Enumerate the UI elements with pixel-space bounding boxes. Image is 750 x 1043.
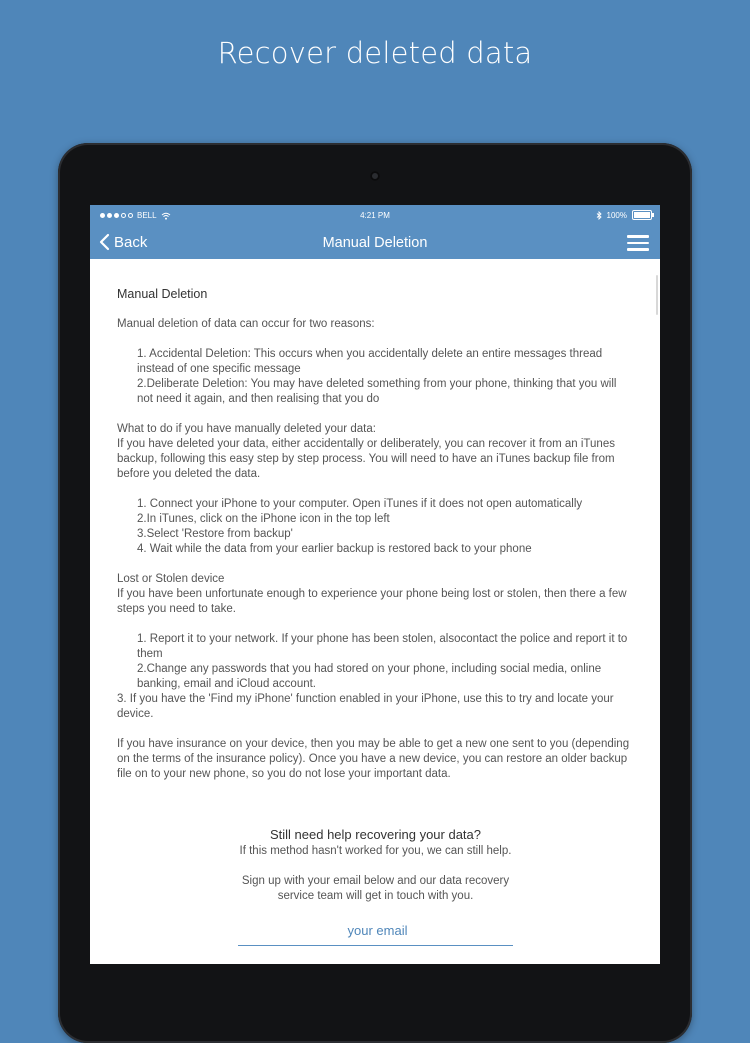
- lost-steps-list: [117, 632, 634, 692]
- what-to-do-text: If you have deleted your data, either accidentally or deliberately, you can recover it from an iTunes backup, following this easy step by step process. You will need to have an iTunes backup file from before you deleted the data.: [117, 438, 615, 480]
- insurance-text: If you have insurance on your device, then you may be able to get a new one sent to you (depending on the terms of the insurance policy). Once you have a new device, you can restore an older backup file on to your new phone, so you do not lose your important data.: [117, 738, 630, 780]
- status-time: 4:21 PM: [360, 211, 390, 220]
- list-item: 3.Select 'Restore from backup': [137, 528, 293, 540]
- help-section: [117, 827, 634, 946]
- scrollbar[interactable]: [656, 275, 658, 315]
- email-input[interactable]: [238, 922, 517, 939]
- battery-icon: [632, 210, 652, 220]
- carrier-name: BELL: [137, 211, 157, 220]
- email-field-container: [238, 922, 513, 946]
- article-intro: Manual deletion of data can occur for two reasons:: [117, 318, 375, 330]
- bluetooth-icon: [596, 211, 602, 220]
- steps-list: [117, 497, 634, 557]
- list-item: 4. Wait while the data from your earlier backup is restored back to your phone: [137, 543, 532, 555]
- page-headline: Recover deleted data: [217, 36, 533, 70]
- device-screen: [90, 205, 660, 964]
- list-item: 2.Change any passwords that you had stored on your phone, including social media, online banking, email and iCloud account.: [137, 663, 602, 690]
- list-item: 3. If you have the 'Find my iPhone' function enabled in your iPhone, use this to try and locate your device.: [117, 693, 614, 720]
- article-heading: Manual Deletion: [117, 287, 208, 301]
- navigation-bar: [90, 225, 660, 259]
- help-subtitle: If this method hasn't worked for you, we can still help.: [239, 845, 512, 857]
- ipad-device-frame: [58, 143, 692, 1043]
- lost-title: Lost or Stolen device: [117, 573, 225, 585]
- list-item: 1. Connect your iPhone to your computer. Open iTunes if it does not open automatically: [137, 498, 583, 510]
- lost-text: If you have been unfortunate enough to experience your phone being lost or stolen, then there a few steps you need to take.: [117, 588, 627, 615]
- article-content: [90, 259, 660, 946]
- front-camera: [370, 171, 380, 181]
- reasons-list: [117, 347, 634, 407]
- status-bar: [90, 205, 660, 225]
- hamburger-menu-icon[interactable]: [627, 235, 649, 251]
- nav-title: Manual Deletion: [322, 235, 428, 251]
- what-to-do-title: What to do if you have manually deleted your data:: [117, 423, 376, 435]
- list-item: 2.Deliberate Deletion: You may have deleted something from your phone, thinking that you will not need it again, and then realising that you do: [137, 378, 617, 405]
- battery-percentage: 100%: [606, 210, 627, 220]
- signup-text: Sign up with your email below and our data recovery service team will get in touch with you.: [241, 875, 510, 902]
- list-item: 1. Accidental Deletion: This occurs when you accidentally delete an entire messages thread instead of one specific message: [137, 348, 603, 375]
- list-item: 1. Report it to your network. If your phone has been stolen, alsocontact the police and report it to them: [137, 633, 628, 660]
- back-label: Back: [114, 233, 148, 251]
- help-question: Still need help recovering your data?: [269, 827, 482, 842]
- list-item: 2.In iTunes, click on the iPhone icon in the top left: [137, 513, 390, 525]
